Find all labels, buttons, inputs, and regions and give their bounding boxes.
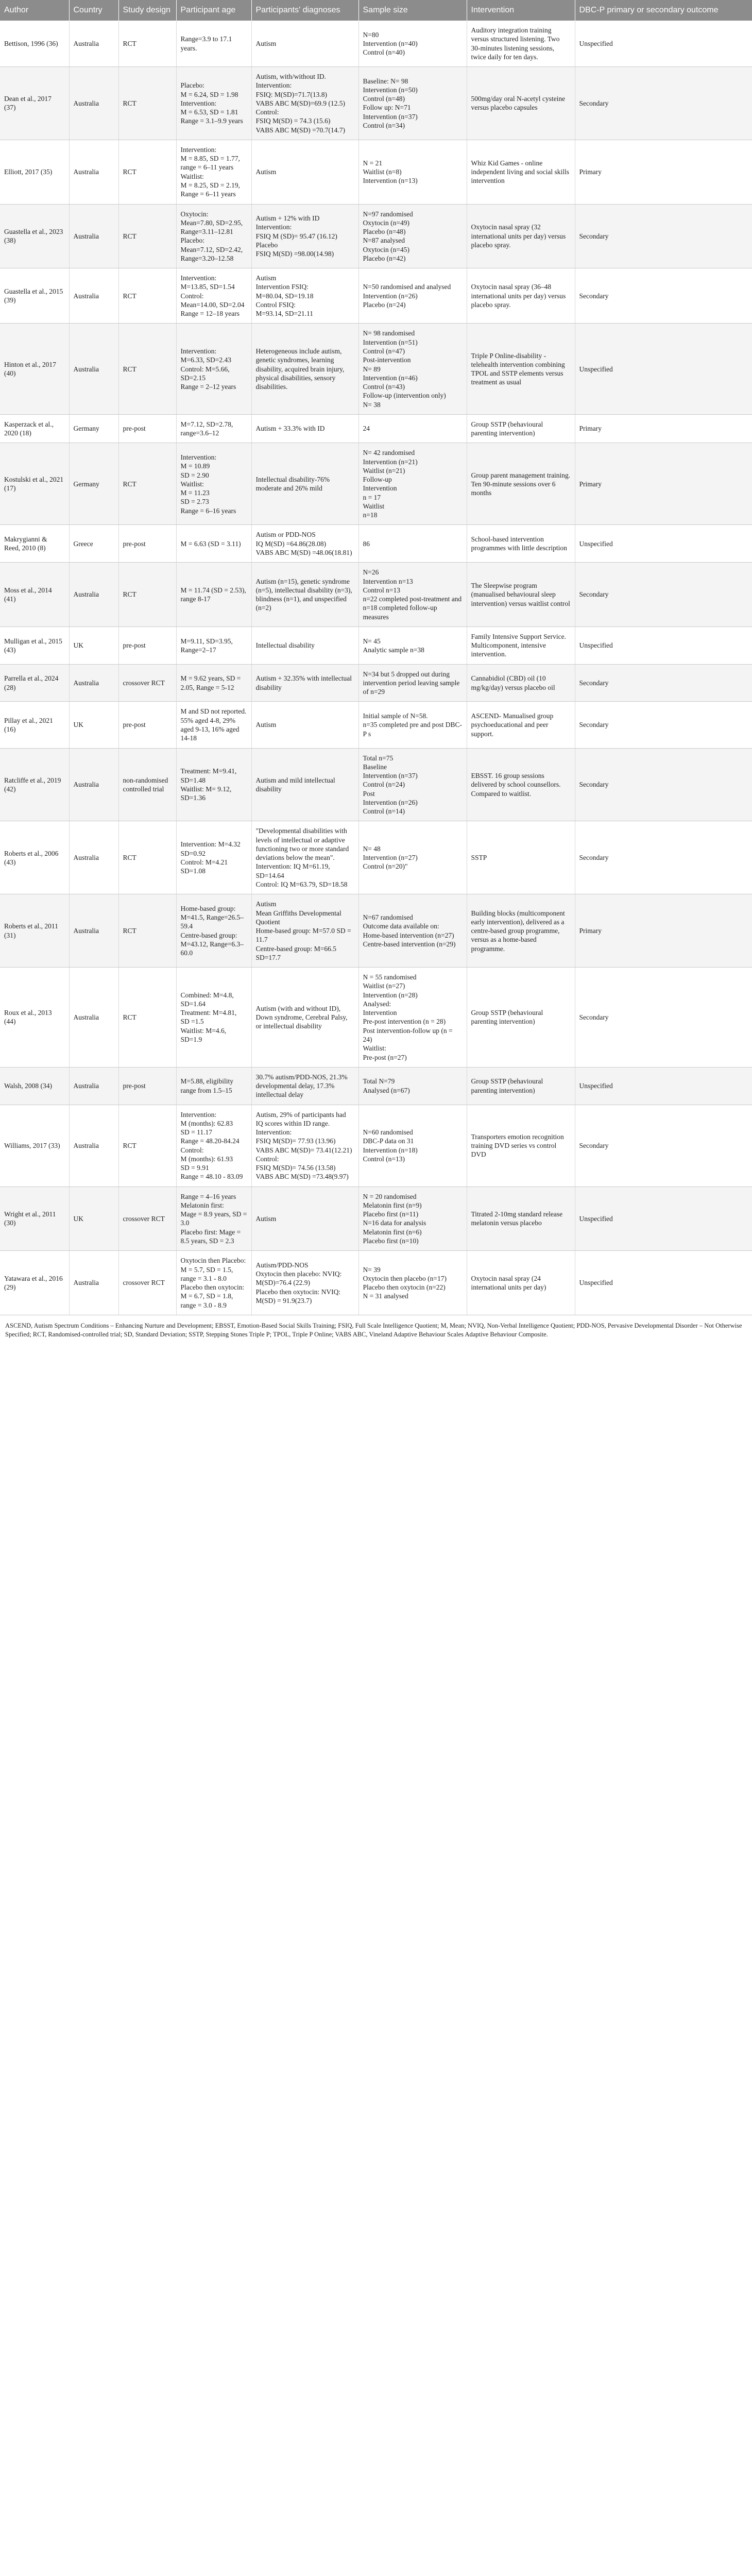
cell-intervention: Whiz Kid Games - online independent living and social skills intervention bbox=[467, 140, 575, 204]
header-sample-size: Sample size bbox=[358, 0, 467, 21]
cell-diagnoses: Autism (n=15), genetic syndrome (n=5), intellectual disability (n=3), blindness (n=1), and unspecified (n=2) bbox=[251, 563, 358, 627]
cell-diagnoses: Intellectual disability bbox=[251, 626, 358, 664]
cell-age: Oxytocin: Mean=7.80, SD=2.95, Range=3.11–12.81 Placebo: Mean=7.12, SD=2.42, Range=3.20–12.58 bbox=[176, 204, 251, 268]
cell-intervention: Group parent management training. Ten 90-minute sessions over 6 months bbox=[467, 443, 575, 525]
cell-design: crossover RCT bbox=[118, 1187, 176, 1251]
cell-diagnoses: Autism Mean Griffiths Developmental Quotient Home-based group: M=57.0 SD = 11.7 Centre-based group: M=66.5 SD=17.7 bbox=[251, 894, 358, 968]
cell-design: pre-post bbox=[118, 414, 176, 443]
cell-country: Greece bbox=[69, 525, 118, 563]
cell-sample: 24 bbox=[358, 414, 467, 443]
cell-author: Williams, 2017 (33) bbox=[0, 1105, 69, 1187]
cell-age: Oxytocin then Placebo: M = 5.7, SD = 1.5, range = 3.1 - 8.0 Placebo then oxytocin: M = 6.7, SD = 1.8, range = 3.0 - 8.9 bbox=[176, 1251, 251, 1315]
cell-intervention: Family Intensive Support Service. Multicomponent, intensive intervention. bbox=[467, 626, 575, 664]
cell-diagnoses: Heterogeneous include autism, genetic syndromes, learning disability, acquired brain injury, physical disabilities, sensory disabilities. bbox=[251, 324, 358, 414]
cell-outcome: Secondary bbox=[575, 1105, 752, 1187]
cell-design: crossover RCT bbox=[118, 664, 176, 702]
cell-sample: N=80 Intervention (n=40) Control (n=40) bbox=[358, 21, 467, 67]
cell-intervention: Auditory integration training versus structured listening. Two 30-minutes listening sessions, twice daily for ten days. bbox=[467, 21, 575, 67]
cell-author: Roux et al., 2013 (44) bbox=[0, 968, 69, 1067]
cell-design: RCT bbox=[118, 324, 176, 414]
cell-country: Australia bbox=[69, 1105, 118, 1187]
header-participant-age: Participant age bbox=[176, 0, 251, 21]
cell-intervention: Triple P Online-disability - telehealth intervention combining TPOL and SSTP elements versus treatment as usual bbox=[467, 324, 575, 414]
cell-country: Australia bbox=[69, 1251, 118, 1315]
cell-intervention: Oxytocin nasal spray (24 international units per day) bbox=[467, 1251, 575, 1315]
cell-diagnoses: Autism and mild intellectual disability bbox=[251, 748, 358, 821]
cell-age: Intervention: M = 10.89 SD = 2.90 Waitlist: M = 11.23 SD = 2.73 Range = 6–16 years bbox=[176, 443, 251, 525]
cell-country: UK bbox=[69, 1187, 118, 1251]
cell-sample: N= 42 randomised Intervention (n=21) Waitlist (n=21) Follow-up Intervention n = 17 Waitlist n=18 bbox=[358, 443, 467, 525]
cell-author: Roberts et al., 2011 (31) bbox=[0, 894, 69, 968]
cell-age: Home-based group: M=41.5, Range=26.5–59.4 Centre-based group: M=43.12, Range=6.3–60.0 bbox=[176, 894, 251, 968]
cell-country: Australia bbox=[69, 664, 118, 702]
cell-age: Intervention: M=6.33, SD=2.43 Control: M=5.66, SD=2.15 Range = 2–12 years bbox=[176, 324, 251, 414]
cell-country: Australia bbox=[69, 324, 118, 414]
header-outcome: DBC-P primary or secondary outcome bbox=[575, 0, 752, 21]
cell-country: Australia bbox=[69, 748, 118, 821]
cell-country: Australia bbox=[69, 204, 118, 268]
cell-author: Hinton et al., 2017 (40) bbox=[0, 324, 69, 414]
cell-age: Intervention: M (months): 62.83 SD = 11.17 Range = 48.20-84.24 Control: M (months): 61.93 SD = 9.91 Range = 48.10 - 83.09 bbox=[176, 1105, 251, 1187]
cell-intervention: EBSST. 16 group sessions delivered by school counsellors. Compared to waitlist. bbox=[467, 748, 575, 821]
cell-sample: N = 20 randomised Melatonin first (n=9) Placebo first (n=11) N=16 data for analysis Melatonin first (n=6) Placebo first (n=10) bbox=[358, 1187, 467, 1251]
table-row bbox=[0, 1105, 752, 1187]
cell-diagnoses: Autism + 33.3% with ID bbox=[251, 414, 358, 443]
cell-intervention: Group SSTP (behavioural parenting intervention) bbox=[467, 968, 575, 1067]
cell-outcome: Secondary bbox=[575, 821, 752, 894]
cell-intervention: Building blocks (multicomponent early intervention), delivered as a centre-based group programme, versus as a home-based programme. bbox=[467, 894, 575, 968]
cell-outcome: Secondary bbox=[575, 67, 752, 140]
cell-country: Australia bbox=[69, 968, 118, 1067]
cell-outcome: Secondary bbox=[575, 664, 752, 702]
cell-country: Australia bbox=[69, 21, 118, 67]
cell-diagnoses: Autism (with and without ID), Down syndrome, Cerebral Palsy, or intellectual disability bbox=[251, 968, 358, 1067]
cell-design: RCT bbox=[118, 968, 176, 1067]
cell-diagnoses: Autism + 12% with ID Intervention: FSIQ M (SD)= 95.47 (16.12) Placebo FSIQ M(SD) =98.00(14.98) bbox=[251, 204, 358, 268]
cell-diagnoses: Autism or PDD-NOS IQ M(SD) =64.86(28.08) VABS ABC M(SD) =48.06(18.81) bbox=[251, 525, 358, 563]
cell-diagnoses: Autism/PDD-NOS Oxytocin then placebo: NVIQ: M(SD)=76.4 (22.9) Placebo then oxytocin: NVIQ: M(SD) = 91.9(23.7) bbox=[251, 1251, 358, 1315]
cell-intervention: 500mg/day oral N-acetyl cysteine versus placebo capsules bbox=[467, 67, 575, 140]
cell-sample: N=60 randomised DBC-P data on 31 Intervention (n=18) Control (n=13) bbox=[358, 1105, 467, 1187]
cell-outcome: Primary bbox=[575, 894, 752, 968]
cell-sample: N= 45 Analytic sample n=38 bbox=[358, 626, 467, 664]
cell-diagnoses: "Developmental disabilities with levels of intellectual or adaptive functioning two or more standard deviations below the mean". Intervention: IQ M=61.19, SD=14.64 Control: IQ M=63.79, SD=18.58 bbox=[251, 821, 358, 894]
cell-author: Moss et al., 2014 (41) bbox=[0, 563, 69, 627]
cell-outcome: Secondary bbox=[575, 563, 752, 627]
cell-diagnoses: Autism, with/without ID. Intervention: FSIQ: M(SD)=71.7(13.8) VABS ABC M(SD)=69.9 (12.5) Control: FSIQ M(SD) = 74.3 (15.6) VABS ABC M(SD) =70.7(14.7) bbox=[251, 67, 358, 140]
cell-outcome: Secondary bbox=[575, 204, 752, 268]
cell-author: Yatawara et al., 2016 (29) bbox=[0, 1251, 69, 1315]
table-footnote: ASCEND, Autism Spectrum Conditions – Enhancing Nurture and Development; EBSST, Emotion-Based Social Skills Training; FSIQ, Full Scale Intelligence Quotient; M, Mean; NVIQ, Non-Verbal Intelligence Quotient; PDD-NOS, Pervasive Developmental Disorder – Not Otherwise Specified; RCT, Randomised-controlled trial; SD, Standard Deviation; SSTP, Stepping Stones Triple P; TPOL, Triple P Online; VABS ABC, Vineland Adaptive Behaviour Scales Adaptive Behaviour Composite. bbox=[5, 1321, 742, 1338]
cell-country: Australia bbox=[69, 67, 118, 140]
cell-outcome: Secondary bbox=[575, 968, 752, 1067]
cell-outcome: Unspecified bbox=[575, 21, 752, 67]
cell-design: RCT bbox=[118, 894, 176, 968]
cell-intervention: SSTP bbox=[467, 821, 575, 894]
header-diagnoses: Participants' diagnoses bbox=[251, 0, 358, 21]
cell-outcome: Secondary bbox=[575, 268, 752, 324]
cell-outcome: Primary bbox=[575, 443, 752, 525]
cell-age: M = 11.74 (SD = 2.53), range 8-17 bbox=[176, 563, 251, 627]
cell-age: Combined: M=4.8, SD=1.64 Treatment: M=4.81, SD =1.5 Waitlist: M=4.6, SD=1.9 bbox=[176, 968, 251, 1067]
cell-author: Kasperzack et al., 2020 (18) bbox=[0, 414, 69, 443]
cell-outcome: Unspecified bbox=[575, 1067, 752, 1105]
cell-country: Germany bbox=[69, 443, 118, 525]
cell-country: Germany bbox=[69, 414, 118, 443]
cell-author: Wright et al., 2011 (30) bbox=[0, 1187, 69, 1251]
table-row bbox=[0, 1187, 752, 1251]
cell-intervention: Oxytocin nasal spray (36–48 international units per day) versus placebo spray. bbox=[467, 268, 575, 324]
cell-sample: N=26 Intervention n=13 Control n=13 n=22 completed post-treatment and n=18 completed follow-up measures bbox=[358, 563, 467, 627]
cell-sample: 86 bbox=[358, 525, 467, 563]
cell-sample: Baseline: N= 98 Intervention (n=50) Control (n=48) Follow up: N=71 Intervention (n=37) Control (n=34) bbox=[358, 67, 467, 140]
cell-age: M = 6.63 (SD = 3.11) bbox=[176, 525, 251, 563]
cell-design: pre-post bbox=[118, 702, 176, 748]
cell-sample: Initial sample of N=58. n=35 completed pre and post DBC-P s bbox=[358, 702, 467, 748]
cell-outcome: Unspecified bbox=[575, 1187, 752, 1251]
table-row bbox=[0, 894, 752, 968]
cell-intervention: Transporters emotion recognition training DVD series vs control DVD bbox=[467, 1105, 575, 1187]
cell-age: Intervention: M=4.32 SD=0.92 Control: M=4.21 SD=1.08 bbox=[176, 821, 251, 894]
cell-design: pre-post bbox=[118, 626, 176, 664]
cell-diagnoses: 30.7% autism/PDD-NOS, 21.3% developmental delay, 17.3% intellectual delay bbox=[251, 1067, 358, 1105]
header-author: Author bbox=[0, 0, 69, 21]
table-row bbox=[0, 664, 752, 702]
cell-design: RCT bbox=[118, 821, 176, 894]
table-row bbox=[0, 140, 752, 204]
cell-sample: N=34 but 5 dropped out during intervention period leaving sample of n=29 bbox=[358, 664, 467, 702]
cell-age: M = 9.62 years, SD = 2.05, Range = 5-12 bbox=[176, 664, 251, 702]
cell-diagnoses: Autism bbox=[251, 1187, 358, 1251]
cell-design: RCT bbox=[118, 21, 176, 67]
cell-diagnoses: Autism + 32.35% with intellectual disability bbox=[251, 664, 358, 702]
table-row bbox=[0, 324, 752, 414]
cell-design: RCT bbox=[118, 268, 176, 324]
header-country: Country bbox=[69, 0, 118, 21]
cell-design: RCT bbox=[118, 140, 176, 204]
cell-intervention: School-based intervention programmes with little description bbox=[467, 525, 575, 563]
cell-outcome: Unspecified bbox=[575, 1251, 752, 1315]
cell-diagnoses: Autism bbox=[251, 702, 358, 748]
table-row bbox=[0, 1251, 752, 1315]
cell-diagnoses: Autism bbox=[251, 140, 358, 204]
table-row bbox=[0, 204, 752, 268]
cell-author: Bettison, 1996 (36) bbox=[0, 21, 69, 67]
cell-author: Ratcliffe et al., 2019 (42) bbox=[0, 748, 69, 821]
table-row bbox=[0, 268, 752, 324]
cell-age: Placebo: M = 6.24, SD = 1.98 Intervention: M = 6.53, SD = 1.81 Range = 3.1–9.9 years bbox=[176, 67, 251, 140]
header-study-design: Study design bbox=[118, 0, 176, 21]
cell-age: Range=3.9 to 17.1 years. bbox=[176, 21, 251, 67]
table-row bbox=[0, 414, 752, 443]
cell-design: non-randomised controlled trial bbox=[118, 748, 176, 821]
table-row bbox=[0, 563, 752, 627]
cell-country: Australia bbox=[69, 1067, 118, 1105]
cell-age: Treatment: M=9.41, SD=1.48 Waitlist: M= 9.12, SD=1.36 bbox=[176, 748, 251, 821]
cell-outcome: Primary bbox=[575, 414, 752, 443]
cell-outcome: Unspecified bbox=[575, 525, 752, 563]
cell-diagnoses: Intellectual disability-76% moderate and 26% mild bbox=[251, 443, 358, 525]
cell-country: Australia bbox=[69, 268, 118, 324]
table-row bbox=[0, 1067, 752, 1105]
cell-intervention: Cannabidiol (CBD) oil (10 mg/kg/day) versus placebo oil bbox=[467, 664, 575, 702]
cell-sample: N= 98 randomised Intervention (n=51) Control (n=47) Post-intervention N= 89 Intervention (n=46) Control (n=43) Follow-up (intervention only) N= 38 bbox=[358, 324, 467, 414]
cell-outcome: Secondary bbox=[575, 702, 752, 748]
table-row bbox=[0, 443, 752, 525]
cell-country: Australia bbox=[69, 563, 118, 627]
table-body bbox=[0, 21, 752, 1315]
cell-sample: N=67 randomised Outcome data available on: Home-based intervention (n=27) Centre-based intervention (n=29) bbox=[358, 894, 467, 968]
cell-design: RCT bbox=[118, 204, 176, 268]
cell-author: Kostulski et al., 2021 (17) bbox=[0, 443, 69, 525]
cell-author: Dean et al., 2017 (37) bbox=[0, 67, 69, 140]
cell-outcome: Secondary bbox=[575, 748, 752, 821]
cell-author: Parrella et al., 2024 (28) bbox=[0, 664, 69, 702]
cell-design: pre-post bbox=[118, 525, 176, 563]
cell-age: M=7.12, SD=2.78, range=3.6–12 bbox=[176, 414, 251, 443]
cell-author: Mulligan et al., 2015 (43) bbox=[0, 626, 69, 664]
cell-sample: N= 39 Oxytocin then placebo (n=17) Placebo then oxytocin (n=22) N = 31 analysed bbox=[358, 1251, 467, 1315]
cell-author: Guastella et al., 2023 (38) bbox=[0, 204, 69, 268]
cell-outcome: Unspecified bbox=[575, 324, 752, 414]
cell-intervention: Titrated 2-10mg standard release melatonin versus placebo bbox=[467, 1187, 575, 1251]
cell-country: Australia bbox=[69, 894, 118, 968]
cell-sample: Total N=79 Analysed (n=67) bbox=[358, 1067, 467, 1105]
cell-age: Intervention: M=13.85, SD=1.54 Control: Mean=14.00, SD=2.04 Range = 12–18 years bbox=[176, 268, 251, 324]
table-row bbox=[0, 525, 752, 563]
table-header-row bbox=[0, 0, 752, 21]
cell-sample: Total n=75 Baseline Intervention (n=37) Control (n=24) Post Intervention (n=26) Control (n=14) bbox=[358, 748, 467, 821]
cell-design: pre-post bbox=[118, 1067, 176, 1105]
cell-outcome: Unspecified bbox=[575, 626, 752, 664]
cell-intervention: ASCEND- Manualised group psychoeducational and peer support. bbox=[467, 702, 575, 748]
cell-country: UK bbox=[69, 702, 118, 748]
table-row bbox=[0, 626, 752, 664]
header-intervention: Intervention bbox=[467, 0, 575, 21]
cell-design: RCT bbox=[118, 563, 176, 627]
table-row bbox=[0, 67, 752, 140]
table-row bbox=[0, 821, 752, 894]
cell-author: Elliott, 2017 (35) bbox=[0, 140, 69, 204]
cell-diagnoses: Autism, 29% of participants had IQ scores within ID range. Intervention: FSIQ M(SD)= 77.93 (13.96) VABS ABC M(SD)= 73.41(12.21) Control: FSIQ M(SD)= 74.56 (13.58) VABS ABC M(SD) =73.48(9.97) bbox=[251, 1105, 358, 1187]
cell-intervention: The Sleepwise program (manualised behavioural sleep intervention) versus waitlist control bbox=[467, 563, 575, 627]
cell-diagnoses: Autism Intervention FSIQ: M=80.04, SD=19.18 Control FSIQ: M=93.14, SD=21.11 bbox=[251, 268, 358, 324]
cell-intervention: Oxytocin nasal spray (32 international units per day) versus placebo spray. bbox=[467, 204, 575, 268]
table-row bbox=[0, 748, 752, 821]
cell-country: Australia bbox=[69, 140, 118, 204]
cell-design: RCT bbox=[118, 443, 176, 525]
cell-author: Roberts et al., 2006 (43) bbox=[0, 821, 69, 894]
cell-sample: N = 21 Waitlist (n=8) Intervention (n=13) bbox=[358, 140, 467, 204]
cell-intervention: Group SSTP (behavioural parenting intervention) bbox=[467, 414, 575, 443]
cell-author: Makrygianni & Reed, 2010 (8) bbox=[0, 525, 69, 563]
table-row bbox=[0, 968, 752, 1067]
cell-age: M and SD not reported. 55% aged 4-8, 29% aged 9-13, 16% aged 14-18 bbox=[176, 702, 251, 748]
cell-age: M=9.11, SD=3.95, Range=2–17 bbox=[176, 626, 251, 664]
cell-country: UK bbox=[69, 626, 118, 664]
cell-author: Guastella et al., 2015 (39) bbox=[0, 268, 69, 324]
cell-author: Walsh, 2008 (34) bbox=[0, 1067, 69, 1105]
cell-sample: N= 48 Intervention (n=27) Control (n=20)" bbox=[358, 821, 467, 894]
cell-sample: N=97 randomised Oxytocin (n=49) Placebo (n=48) N=87 analysed Oxytocin (n=45) Placebo (n=42) bbox=[358, 204, 467, 268]
cell-intervention: Group SSTP (behavioural parenting intervention) bbox=[467, 1067, 575, 1105]
cell-design: RCT bbox=[118, 67, 176, 140]
cell-outcome: Primary bbox=[575, 140, 752, 204]
cell-diagnoses: Autism bbox=[251, 21, 358, 67]
table-row bbox=[0, 21, 752, 67]
cell-author: Pillay et al., 2021 (16) bbox=[0, 702, 69, 748]
cell-age: Intervention: M = 8.85, SD = 1.77, range = 6–11 years Waitlist: M = 8.25, SD = 2.19, Range = 6–11 years bbox=[176, 140, 251, 204]
cell-sample: N = 55 randomised Waitlist (n=27) Intervention (n=28) Analysed: Intervention Pre-post intervention (n = 28) Post intervention-follow up (n = 24) Waitlist: Pre-post (n=27) bbox=[358, 968, 467, 1067]
cell-age: M=5.88, eligibility range from 1.5–15 bbox=[176, 1067, 251, 1105]
cell-country: Australia bbox=[69, 821, 118, 894]
cell-age: Range = 4–16 years Melatonin first: Mage = 8.9 years, SD = 3.0 Placebo first: Mage = 8.5 years, SD = 2.3 bbox=[176, 1187, 251, 1251]
cell-design: crossover RCT bbox=[118, 1251, 176, 1315]
cell-sample: N=50 randomised and analysed Intervention (n=26) Placebo (n=24) bbox=[358, 268, 467, 324]
cell-design: RCT bbox=[118, 1105, 176, 1187]
table-row bbox=[0, 702, 752, 748]
